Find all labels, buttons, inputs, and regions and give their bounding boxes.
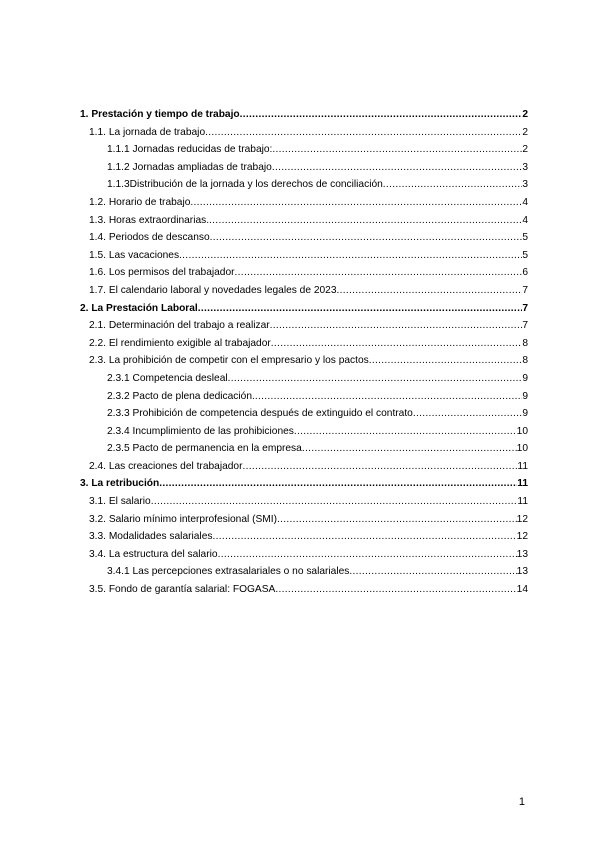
toc-entry-page[interactable]: 12 xyxy=(516,531,528,543)
toc-entry-page[interactable]: 9 xyxy=(522,390,528,402)
toc-leader-dots xyxy=(383,176,523,194)
toc-entry-page[interactable]: 7 xyxy=(522,320,528,332)
toc-entry-title[interactable]: 1. Prestación y tiempo de trabajo xyxy=(80,109,240,120)
toc-entry-title[interactable]: 2.3.1 Competencia desleal xyxy=(107,372,228,384)
toc-leader-dots xyxy=(228,370,523,388)
toc-subsubsection-entry[interactable] xyxy=(80,440,528,458)
toc-entry-title[interactable]: 1.2. Horario de trabajo xyxy=(89,196,191,208)
toc-entry-page[interactable]: 5 xyxy=(522,232,528,244)
toc-entry-title[interactable]: 1.1.1 Jornadas reducidas de trabajo: xyxy=(107,144,273,156)
toc-leader-dots xyxy=(302,440,517,458)
table-of-contents xyxy=(80,106,528,599)
toc-subsection-entry[interactable] xyxy=(80,317,528,335)
toc-leader-dots xyxy=(209,212,522,230)
toc-entry-page[interactable]: 5 xyxy=(522,249,528,261)
toc-entry-page[interactable]: 11 xyxy=(517,460,528,472)
toc-entry-title[interactable]: 3.3. Modalidades salariales xyxy=(89,531,213,543)
toc-entry-title[interactable]: 3.1. El salario xyxy=(89,496,151,508)
toc-leader-dots xyxy=(294,423,517,441)
toc-entry-page[interactable]: 10 xyxy=(516,425,528,437)
toc-subsection-entry[interactable] xyxy=(80,581,528,599)
toc-entry-title[interactable]: 1.6. Los permisos del trabajador xyxy=(89,267,235,279)
toc-leader-dots xyxy=(369,352,523,370)
toc-leader-dots xyxy=(240,106,523,124)
toc-leader-dots xyxy=(198,300,523,318)
toc-entry-title[interactable]: 3.2. Salario mínimo interprofesional (SMI) xyxy=(89,513,277,525)
toc-leader-dots xyxy=(212,528,516,546)
toc-subsection-entry[interactable] xyxy=(80,528,528,546)
toc-subsubsection-entry[interactable] xyxy=(80,176,528,194)
toc-entry-title[interactable]: 2.3. La prohibición de competir con el empresario y los pactos xyxy=(89,355,369,367)
toc-subsection-entry[interactable] xyxy=(80,247,528,265)
toc-leader-dots xyxy=(235,264,523,282)
toc-entry-title[interactable]: 2.2. El rendimiento exigible al trabajador xyxy=(89,337,271,349)
toc-entry-title[interactable]: 1.7. El calendario laboral y novedades legales de 2023 xyxy=(89,284,337,296)
toc-leader-dots xyxy=(277,511,517,529)
toc-subsubsection-entry[interactable] xyxy=(80,370,528,388)
toc-leader-dots xyxy=(255,388,522,406)
toc-entry-title[interactable]: 3.4.1 Las percepciones extrasalariales o no salariales xyxy=(107,566,350,578)
toc-entry-page[interactable]: 8 xyxy=(522,337,528,349)
toc-entry-page[interactable]: 7 xyxy=(522,284,528,296)
toc-entry-page[interactable]: 13 xyxy=(516,566,528,578)
toc-leader-dots xyxy=(413,405,522,423)
toc-leader-dots xyxy=(275,581,516,599)
toc-entry-page[interactable]: 10 xyxy=(516,443,528,455)
toc-leader-dots xyxy=(272,141,522,159)
toc-entry-title[interactable]: 2.3.3 Prohibición de competencia después de extinguido el contrato xyxy=(107,408,413,420)
toc-entry-title[interactable]: 1.1.3Distribución de la jornada y los derechos de conciliación xyxy=(107,179,383,191)
toc-entry-title[interactable]: 2.3.2 Pacto de plena dedicación. xyxy=(107,390,255,402)
toc-leader-dots xyxy=(242,458,517,476)
toc-subsubsection-entry[interactable] xyxy=(80,388,528,406)
toc-leader-dots xyxy=(337,282,523,300)
toc-subsection-entry[interactable] xyxy=(80,282,528,300)
toc-leader-dots xyxy=(159,475,517,493)
toc-subsection-entry[interactable] xyxy=(80,546,528,564)
toc-entry-page[interactable]: 9 xyxy=(522,372,528,384)
toc-subsubsection-entry[interactable] xyxy=(80,159,528,177)
toc-entry-title[interactable]: 1.3. Horas extraordinarias. xyxy=(89,214,210,226)
toc-leader-dots xyxy=(272,159,523,177)
toc-subsection-entry[interactable] xyxy=(80,493,528,511)
page-number: 1 xyxy=(518,796,525,808)
toc-subsubsection-entry[interactable] xyxy=(80,405,528,423)
toc-entry-page[interactable]: 13 xyxy=(516,548,528,560)
toc-leader-dots xyxy=(271,335,523,353)
toc-entry-title[interactable]: 2. La Prestación Laboral xyxy=(80,302,198,314)
toc-entry-page[interactable]: 4 xyxy=(522,196,528,208)
toc-entry-title[interactable]: 1.5. Las vacaciones xyxy=(89,249,180,261)
toc-leader-dots xyxy=(210,229,523,247)
toc-entry-page[interactable]: 6 xyxy=(522,267,528,279)
toc-section-entry[interactable] xyxy=(80,475,528,493)
toc-entry-page[interactable]: 8 xyxy=(522,355,528,367)
toc-entry-title[interactable]: 3. La retribución xyxy=(80,478,160,490)
toc-entry-page[interactable]: 12 xyxy=(516,513,528,525)
toc-subsection-entry[interactable] xyxy=(80,352,528,370)
toc-entry-page[interactable]: 3 xyxy=(522,161,528,173)
toc-entry-page[interactable]: 4 xyxy=(522,214,528,226)
toc-leader-dots xyxy=(190,194,522,212)
toc-entry-title[interactable]: 2.4. Las creaciones del trabajador xyxy=(89,460,243,472)
toc-subsection-entry[interactable] xyxy=(80,264,528,282)
toc-entry-page[interactable]: 3 xyxy=(522,179,528,191)
toc-entry-page[interactable]: 11 xyxy=(517,478,528,490)
toc-leader-dots xyxy=(218,546,517,564)
toc-entry-page[interactable]: 9 xyxy=(522,408,528,420)
toc-subsection-entry[interactable] xyxy=(80,511,528,529)
toc-entry-page[interactable]: 7 xyxy=(522,302,528,314)
toc-section-entry[interactable] xyxy=(80,300,528,318)
toc-entry-title[interactable]: 1.1.2 Jornadas ampliadas de trabajo xyxy=(107,161,272,173)
toc-subsubsection-entry[interactable] xyxy=(80,141,528,159)
toc-subsection-entry[interactable] xyxy=(80,124,528,142)
toc-entry-title[interactable]: 1.1. La jornada de trabajo xyxy=(89,126,206,138)
toc-subsubsection-entry[interactable] xyxy=(80,423,528,441)
toc-subsubsection-entry[interactable] xyxy=(80,563,528,581)
toc-entry-page[interactable]: 11 xyxy=(517,496,528,508)
toc-entry-title[interactable]: 2.3.4 Incumplimiento de las prohibiciones xyxy=(107,425,294,437)
toc-subsection-entry[interactable] xyxy=(80,212,528,230)
toc-entry-title[interactable]: 1.4. Periodos de descanso xyxy=(89,232,210,244)
toc-entry-page[interactable]: 2 xyxy=(522,144,528,156)
toc-entry-title[interactable]: 2.3.5 Pacto de permanencia en la empresa xyxy=(107,443,302,455)
toc-entry-page[interactable]: 2 xyxy=(522,126,528,138)
toc-leader-dots xyxy=(179,247,522,265)
toc-subsection-entry[interactable] xyxy=(80,194,528,212)
toc-entry-title[interactable]: 3.4. La estructura del salario xyxy=(89,548,218,560)
toc-leader-dots xyxy=(151,493,518,511)
toc-section-entry[interactable] xyxy=(80,106,528,124)
toc-subsection-entry[interactable] xyxy=(80,458,528,476)
toc-entry-title[interactable]: 2.1. Determinación del trabajo a realizar xyxy=(89,320,270,332)
toc-subsection-entry[interactable] xyxy=(80,229,528,247)
toc-leader-dots xyxy=(205,124,522,142)
toc-entry-page[interactable]: 2 xyxy=(522,109,528,120)
toc-leader-dots xyxy=(270,317,523,335)
toc-entry-title[interactable]: 3.5. Fondo de garantía salarial: FOGASA xyxy=(89,584,276,596)
toc-leader-dots xyxy=(349,563,516,581)
toc-subsection-entry[interactable] xyxy=(80,335,528,353)
toc-entry-page[interactable]: 14 xyxy=(516,584,528,596)
